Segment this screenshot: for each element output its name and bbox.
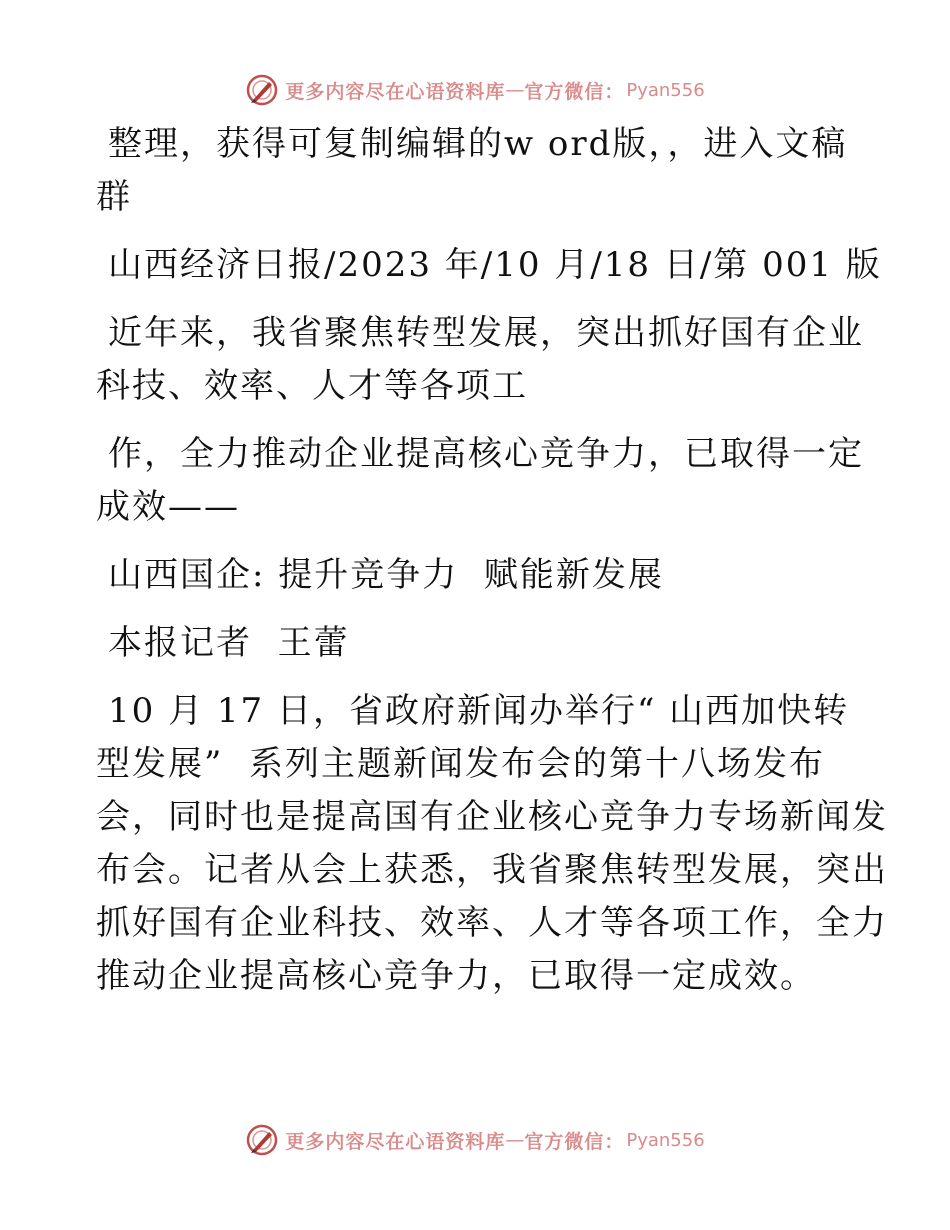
- paragraph-line: 10 月 17 日，省政府新闻办举行“ 山西加快转: [108, 691, 850, 731]
- paragraph-line: 成效——: [96, 487, 240, 527]
- banner-site-text: 更多内容尽在心语资料库: [285, 80, 506, 103]
- paragraph-line: 会，同时也是提高国有企业核心竞争力专场新闻发: [96, 797, 888, 837]
- paragraph: [96, 239, 882, 292]
- paragraph-line: 作，全力推动企业提高核心竞争力，已取得一定: [108, 434, 864, 474]
- banner-wechat-label: 官方微信：: [524, 1130, 625, 1153]
- banner-wechat-label: 官方微信：: [524, 80, 625, 103]
- paragraph-line: 山西经济日报/2023 年/10 月/18 日/第 001 版: [108, 245, 882, 285]
- banner-separator: —: [505, 79, 525, 101]
- paragraph-line: 群: [96, 177, 132, 217]
- paragraph: [96, 118, 856, 224]
- paragraph: [96, 307, 864, 413]
- banner-wechat-id: Pyan556: [626, 79, 705, 101]
- paragraph-line: 整理，获得可复制编辑的w ord版，，进入文稿: [108, 124, 848, 164]
- footer-banner: [0, 1120, 950, 1160]
- banner-separator: —: [505, 1129, 525, 1151]
- paragraph: [96, 549, 856, 602]
- paragraph: [96, 617, 856, 670]
- paragraph-line: 本报记者 王蕾: [108, 623, 350, 663]
- paragraph: [96, 685, 888, 1003]
- paragraph-line: 抓好国有企业科技、效率、人才等各项工作，全力: [96, 903, 888, 943]
- paragraph-line: 型发展” 系列主题新闻发布会的第十八场发布: [96, 744, 825, 784]
- paragraph-line: 近年来，我省聚焦转型发展，突出抓好国有企业: [108, 313, 864, 353]
- quill-pen-seal-icon: [245, 1123, 279, 1157]
- paragraph-line: 山西国企: 提升竞争力 赋能新发展: [108, 555, 664, 595]
- paragraph: [96, 428, 864, 534]
- paragraph-line: 科技、效率、人才等各项工: [96, 366, 528, 406]
- banner-site-text: 更多内容尽在心语资料库: [285, 1130, 506, 1153]
- header-banner: [0, 70, 950, 110]
- paragraph-line: 推动企业提高核心竞争力，已取得一定成效。: [96, 956, 816, 996]
- banner-wechat-id: Pyan556: [626, 1129, 705, 1151]
- quill-pen-seal-icon: [245, 73, 279, 107]
- article-body: [96, 118, 888, 1018]
- paragraph-line: 布会。记者从会上获悉，我省聚焦转型发展，突出: [96, 850, 888, 890]
